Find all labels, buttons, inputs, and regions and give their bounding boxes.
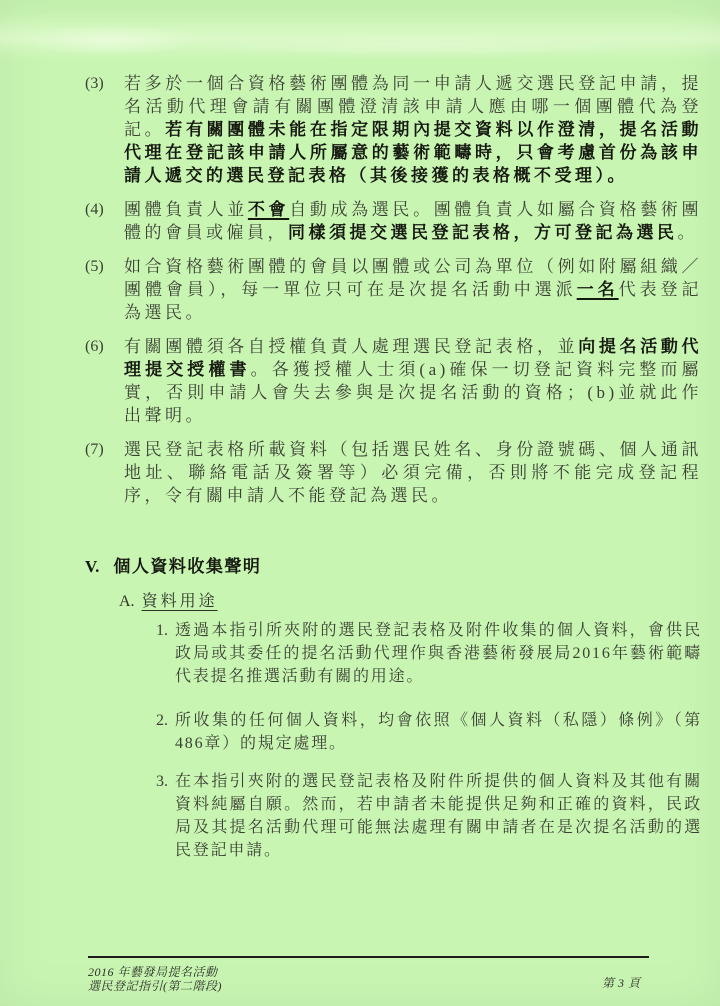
list-item-3: [156, 770, 702, 862]
numbered-paragraph-6: [85, 335, 702, 427]
list-item-text: 透過本指引所夾附的選民登記表格及附件收集的個人資料，會供民政局或其委任的提名活動代理作與香港藝術發展局2016年藝術範疇代表提名推選活動有關的用途。: [175, 622, 702, 685]
subsection-label: A.: [119, 593, 135, 610]
page-number: 第 3 頁: [602, 976, 641, 990]
scan-artifact: [0, 12, 720, 60]
paragraph-text: 代表登記為選民。: [124, 280, 703, 322]
numbered-paragraph-4: [85, 198, 702, 244]
list-item-text: 所收集的任何個人資料，均會依照《個人資料（私隱）條例》（第486章）的規定處理。: [175, 712, 702, 752]
paragraph-number: (4): [85, 201, 104, 218]
numbered-paragraph-5: [85, 255, 702, 324]
paragraph-text-bold: 同樣須提交選民登記表格，方可登記為選民: [288, 223, 678, 242]
paragraph-text: 若多於一個合資格藝術團體為同一申請人遞交選民登記申請，提名活動代理會請有關團體澄清該申請人應由哪一個團體代為登記。: [124, 74, 702, 139]
paragraph-text: 。各獲授權人士須(a)確保一切登記資料完整而屬實，否則申請人會失去參與是次提名活動的資格；(b)並就此作出聲明。: [124, 360, 702, 425]
paragraph-number: (6): [85, 338, 104, 355]
subsection-title: 資料用途: [141, 593, 218, 610]
paragraph-text-bold: 若有關團體未能在指定限期內提交資料以作澄清，提名活動代理在登記該申請人所屬意的藝術範疇時，只會考慮首份為該申請人遞交的選民登記表格（其後接獲的表格概不受理）。: [124, 120, 702, 185]
paragraph-text: 有關團體須各自授權負責人處理選民登記表格，並: [124, 337, 579, 356]
numbered-paragraph-3: [85, 72, 702, 187]
paragraph-text: 自動成為選民。團體負責人如屬合資格藝術團體的會員或僱員，: [124, 200, 703, 242]
paragraph-number: (5): [85, 258, 104, 275]
list-item-number: 3.: [156, 773, 168, 790]
paragraph-text-bold-underline: 不會: [247, 200, 290, 219]
paragraph-text-bold: 向提名活動代理提交授權書: [124, 337, 703, 379]
paragraph-text: 選民登記表格所載資料（包括選民姓名、身份證號碼、個人通訊地址、聯絡電話及簽署等）必須完備，否則將不能完成登記程序，令有關申請人不能登記為選民。: [124, 440, 702, 505]
section-label: V.: [85, 557, 100, 576]
numbered-paragraph-7: [85, 438, 702, 507]
paragraph-number: (7): [85, 441, 104, 458]
document-content: [85, 72, 702, 862]
paragraph-number: (3): [85, 75, 104, 92]
subsection-heading: [119, 590, 702, 613]
footer-doc-subtitle: 選民登記指引(第二階段): [88, 979, 222, 993]
section-title: 個人資料收集聲明: [113, 557, 262, 576]
paragraph-text: 。: [677, 223, 698, 242]
footer-doc-title: 2016 年藝發局提名活動: [88, 965, 218, 979]
list-item-2: [156, 709, 702, 755]
paragraph-text: 團體負責人並: [124, 200, 248, 219]
section-heading: [85, 555, 702, 578]
list-item-number: 2.: [156, 712, 168, 729]
list-item-number: 1.: [156, 622, 168, 639]
list-item-1: [156, 619, 702, 688]
paragraph-text: 如合資格藝術團體的會員以團體或公司為單位（例如附屬組織／團體會員），每一單位只可在是次提名活動中選派: [124, 257, 702, 299]
page-footer: [88, 956, 649, 993]
paragraph-text-bold-underline: 一名: [576, 280, 619, 299]
list-item-text: 在本指引夾附的選民登記表格及附件所提供的個人資料及其他有關資料純屬自願。然而，若申請者未能提供足夠和正確的資料，民政局及其提名活動代理可能無法處理有關申請者在是次提名活動的選民登記申請。: [175, 773, 702, 859]
